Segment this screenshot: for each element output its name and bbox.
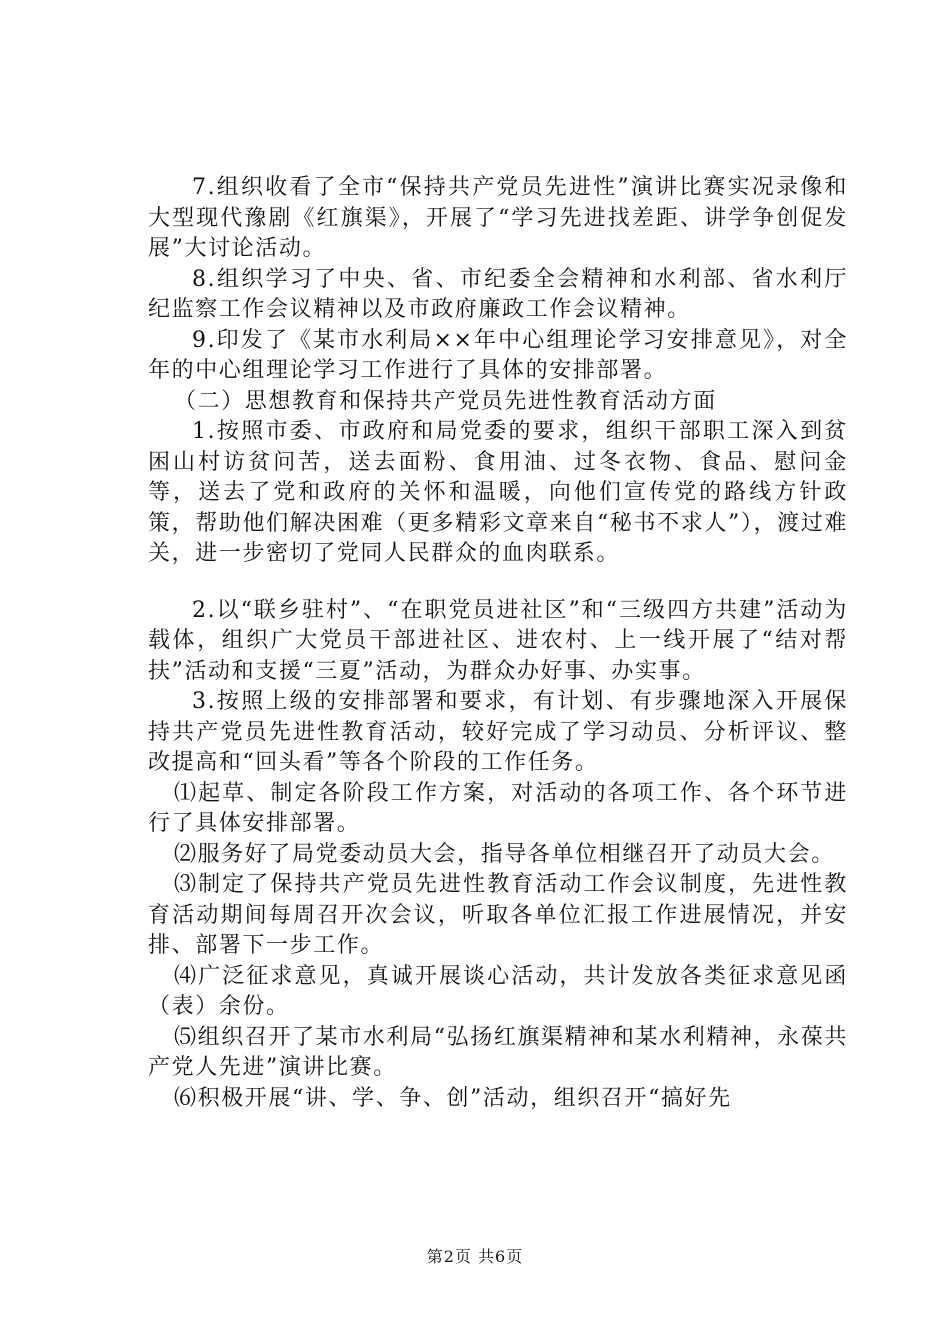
sub-item-2: ⑵服务好了局党委动员大会，指导各单位相继召开了动员大会。 [174, 841, 835, 867]
sub-item-5: ⑸组织召开了某市水利局“弘扬红旗渠精神和某水利精神，永葆共产党人先进”演讲比赛。 [148, 1024, 848, 1080]
sub-item-3: ⑶制定了保持共产党员先进性教育活动工作会议制度，先进性教育活动期间每周召开次会议，听取各单位汇报工作进展情况，并安排、部署下一步工作。 [148, 872, 848, 958]
paragraph-item-1: 1.按照市委、市政府和局党委的要求，组织干部职工深入到贫困山村访贫问苦，送去面粉、食用油、过冬衣物、食品、慰问金等，送去了党和政府的关怀和温暖，向他们宣传党的路线方针政策，帮助他们解决困难（更多精彩文章来自“秘书不求人”），渡过难关，进一步密切了党同人民群众的血肉联系。 [148, 419, 848, 566]
paragraph-item-8: 8.组织学习了中央、省、市纪委全会精神和水利部、省水利厅纪监察工作会议精神以及市政府廉政工作会议精神。 [148, 266, 848, 322]
paragraph-item-9: 9.印发了《某市水利局××年中心组理论学习安排意见》，对全年的中心组理论学习工作进行了具体的安排部署。 [148, 327, 848, 383]
paragraph-item-3: 3.按照上级的安排部署和要求，有计划、有步骤地深入开展保持共产党员先进性教育活动，较好完成了学习动员、分析评议、整改提高和“回头看”等各个阶段的工作任务。 [148, 689, 848, 775]
sub-item-1: ⑴起草、制定各阶段工作方案，对活动的各项工作、各个环节进行了具体安排部署。 [148, 780, 848, 836]
paragraph-item-7: 7.组织收看了全市“保持共产党员先进性”演讲比赛实况录像和大型现代豫剧《红旗渠》，开展了“学习先进找差距、讲学争创促发展”大讨论活动。 [148, 175, 848, 261]
paragraph-gap [148, 570, 848, 596]
paragraph-item-2: 2.以“联乡驻村”、“在职党员进社区”和“三级四方共建”活动为载体，组织广大党员干部进社区、进农村、上一线开展了“结对帮扶”活动和支援“三夏”活动，为群众办好事、办实事。 [148, 597, 848, 684]
page-number-footer: 第2页 共6页 [426, 1247, 524, 1266]
section-heading: （二）思想教育和保持共产党员先进性教育活动方面 [174, 388, 717, 414]
sub-item-4: ⑷广泛征求意见，真诚开展谈心活动，共计发放各类征求意见函（表）余份。 [148, 963, 848, 1019]
document-body [148, 173, 848, 1114]
sub-item-6: ⑹积极开展“讲、学、争、创”活动，组织召开“搞好先 [174, 1085, 732, 1111]
